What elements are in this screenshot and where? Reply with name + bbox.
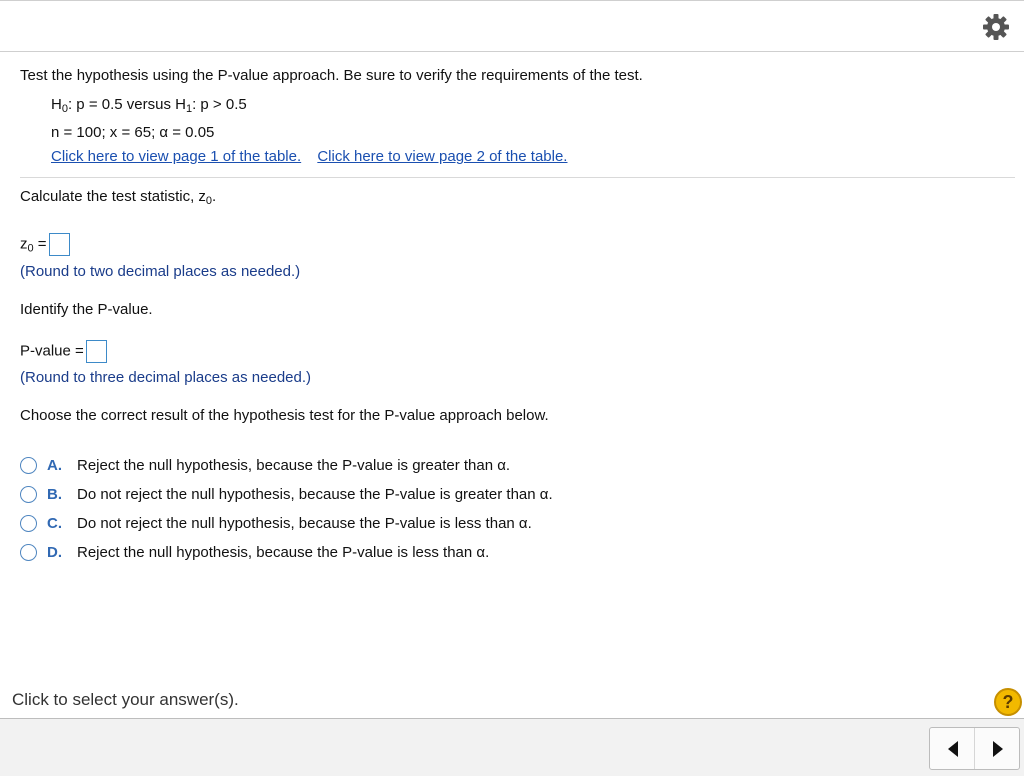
given-values: n = 100; x = 65; α = 0.05 [51, 124, 215, 141]
question-navigation [929, 727, 1020, 770]
h1-text: : p > 0.5 [192, 96, 247, 113]
gear-icon[interactable] [982, 13, 1010, 41]
left-arrow-icon [946, 740, 960, 758]
choice-text: Reject the null hypothesis, because the P-value is greater than α. [77, 457, 511, 474]
choice-text: Do not reject the null hypothesis, because the P-value is greater than α. [77, 486, 553, 503]
h1-subscript: 1 [185, 103, 193, 115]
choice-letter: D. [47, 544, 62, 561]
choice-letter: A. [47, 457, 62, 474]
part2-hint: (Round to three decimal places as needed.) [20, 369, 312, 386]
choice-letter: B. [47, 486, 62, 503]
status-text: Click to select your answer(s). [12, 690, 239, 709]
h0-text: : p = 0.5 versus H [67, 96, 186, 113]
h0-subscript: 0 [61, 103, 68, 115]
part1-prompt-text: Calculate the test statistic, z [20, 188, 206, 205]
part1-prompt-subscript: 0 [205, 195, 213, 207]
part1-prompt: Calculate the test statistic, $z_0$. [20, 188, 217, 207]
footer-bar [0, 719, 1024, 776]
table-page-1-link[interactable]: Click here to view page 1 of the table. [51, 148, 302, 165]
z-answer-row [20, 233, 70, 256]
z-answer-box[interactable] [49, 233, 70, 256]
choice-text: Do not reject the null hypothesis, because the P-value is less than α. [77, 515, 532, 532]
radio-button[interactable] [20, 515, 37, 532]
section-divider [20, 177, 1015, 178]
top-toolbar [0, 0, 1024, 52]
part1-hint: (Round to two decimal places as needed.) [20, 263, 301, 280]
z-label-subscript: 0 [27, 242, 34, 255]
choice-a[interactable] [20, 456, 720, 476]
choice-c[interactable] [20, 514, 720, 534]
previous-button[interactable] [930, 728, 975, 769]
z-equals: = [37, 235, 47, 253]
radio-button[interactable] [20, 457, 37, 474]
choice-letter: C. [47, 515, 62, 532]
table-links [51, 148, 567, 165]
z-label: z [20, 235, 28, 253]
radio-button[interactable] [20, 544, 37, 561]
table-page-2-link[interactable]: Click here to view page 2 of the table. [317, 148, 568, 165]
right-arrow-icon [991, 740, 1005, 758]
choice-text: Reject the null hypothesis, because the P-value is less than α. [77, 544, 490, 561]
next-button[interactable] [975, 728, 1020, 769]
radio-button[interactable] [20, 486, 37, 503]
choice-d[interactable] [20, 543, 720, 563]
choice-b[interactable] [20, 485, 720, 505]
question-intro: Test the hypothesis using the P-value approach. Be sure to verify the requirements of the test. [20, 67, 643, 84]
part3-prompt: Choose the correct result of the hypothesis test for the P-value approach below. [20, 407, 549, 424]
p-value-answer-row [20, 340, 107, 363]
part2-prompt: Identify the P-value. [20, 301, 153, 318]
help-icon[interactable]: ? [994, 688, 1022, 716]
hypotheses: $H_0$: p = 0.5 versus $H_1$: p > 0.5 [51, 96, 247, 115]
p-value-label: P-value = [20, 342, 84, 360]
p-value-answer-box[interactable] [86, 340, 107, 363]
